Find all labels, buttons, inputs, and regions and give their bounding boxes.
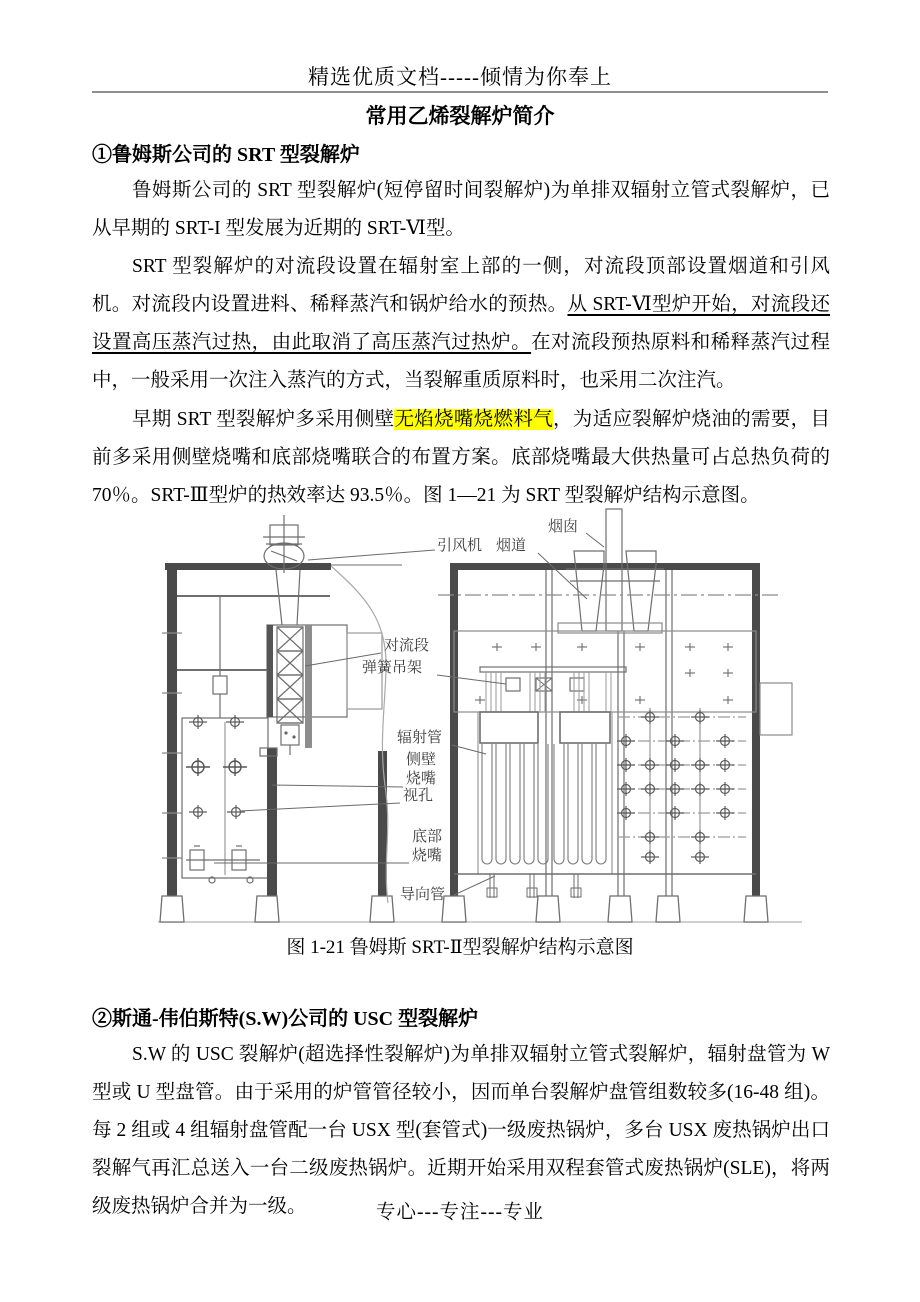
section1-body: [92, 172, 830, 515]
paragraph-3: [92, 401, 830, 515]
section1-heading: ①鲁姆斯公司的 SRT 型裂解炉: [92, 144, 360, 166]
page-title: 常用乙烯裂解炉简介: [365, 104, 555, 128]
p2-underlined-text: 从 SRT-Ⅵ型炉开始，对流段还设置高压蒸汽过热，由此取消了高压蒸汽过热炉。: [92, 294, 830, 354]
burner-grid-drawing: [617, 708, 746, 864]
right-elevation-drawing: [438, 509, 792, 922]
furnace-structure-figure: [150, 503, 810, 930]
convection-band-marks: [475, 643, 733, 704]
p2-text-b: 在对流段预热原料和稀释蒸汽过程中，一般采用一次注入蒸汽的方式，当裂解重质原料时，也采用二次注汽。: [92, 332, 830, 392]
flue-label: 烟道: [496, 538, 527, 554]
convection-lattice-drawing: [277, 627, 303, 755]
chimney-label: 烟囱: [548, 519, 579, 535]
page-header-text: 精选优质文档-----倾情为你奉上: [308, 65, 612, 89]
bottom-burner-label-line1: 底部: [412, 829, 443, 845]
guide-tube-label: 导向管: [400, 887, 446, 903]
p4-text: S.W 的 USC 裂解炉(超选择性裂解炉)为单排双辐射立管式裂解炉，辐射盘管为 W 型或 U 型盘管。由于采用的炉管管径较小，因而单台裂解炉盘管组数较多(16-48 组)。每 2 组或 4 组辐射盘管配一台 USX 型(套管式)一级废热锅炉，多台 USX 废热锅炉出口裂解气再汇总送入一台二级废热锅炉。近期开始采用双程套管式废热锅炉(SLE)，将两级废热锅炉合并为一级。: [92, 1044, 830, 1218]
p2-text-a: SRT 型裂解炉的对流段设置在辐射室上部的一侧，对流段顶部设置烟道和引风机。对流段内设置进料、稀释蒸汽和锅炉给水的预热。: [92, 256, 830, 316]
header-divider-rule: [92, 91, 828, 93]
induced-draft-fan-drawing: [263, 515, 305, 573]
p3-highlighted-text: 无焰烧嘴烧燃料气: [394, 408, 553, 430]
radiant-u-tubes: [478, 712, 612, 874]
fan-label: 引风机: [437, 538, 483, 554]
side-wall-burner-label-line1: 侧壁: [406, 752, 437, 768]
figure-caption: 图 1-21 鲁姆斯 SRT-Ⅱ型裂解炉结构示意图: [286, 937, 634, 958]
paragraph-1: [92, 172, 830, 248]
p3-text-b: ，为适应裂解炉烧油的需要，目前多采用侧壁烧嘴和底部烧嘴联合的布置方案。底部烧嘴最大供热量可占总热负荷的 70％。SRT-Ⅲ型炉的热效率达 93.5％。图 1—21 为 SRT 型裂解炉结构示意图。: [92, 408, 830, 506]
section2-heading: ②斯通-伟伯斯特(S.W)公司的 USC 型裂解炉: [92, 1008, 479, 1030]
radiant-tube-label: 辐射管: [397, 730, 443, 746]
page-footer-text: 专心---专注---专业: [376, 1202, 544, 1223]
paragraph-2: [92, 248, 830, 400]
p1-text: 鲁姆斯公司的 SRT 型裂解炉(短停留时间裂解炉)为单排双辐射立管式裂解炉，已从早期的 SRT-I 型发展为近期的 SRT-Ⅵ型。: [92, 180, 830, 240]
p3-text-a: 早期 SRT 型裂解炉多采用侧壁: [131, 408, 395, 430]
furnace-diagram-svg: [150, 503, 810, 930]
spring-hanger-label: 弹簧吊架: [362, 660, 423, 676]
spring-hanger-drawing: [480, 667, 626, 691]
side-wall-burner-label-line2: 烧嘴: [406, 771, 437, 787]
guide-tubes-drawing: [487, 874, 581, 898]
bottom-burner-label-line2: 烧嘴: [412, 848, 443, 864]
peephole-label: 视孔: [403, 788, 434, 804]
convection-section-label: 对流段: [384, 638, 430, 654]
radiant-firebox-drawing: [182, 715, 268, 883]
